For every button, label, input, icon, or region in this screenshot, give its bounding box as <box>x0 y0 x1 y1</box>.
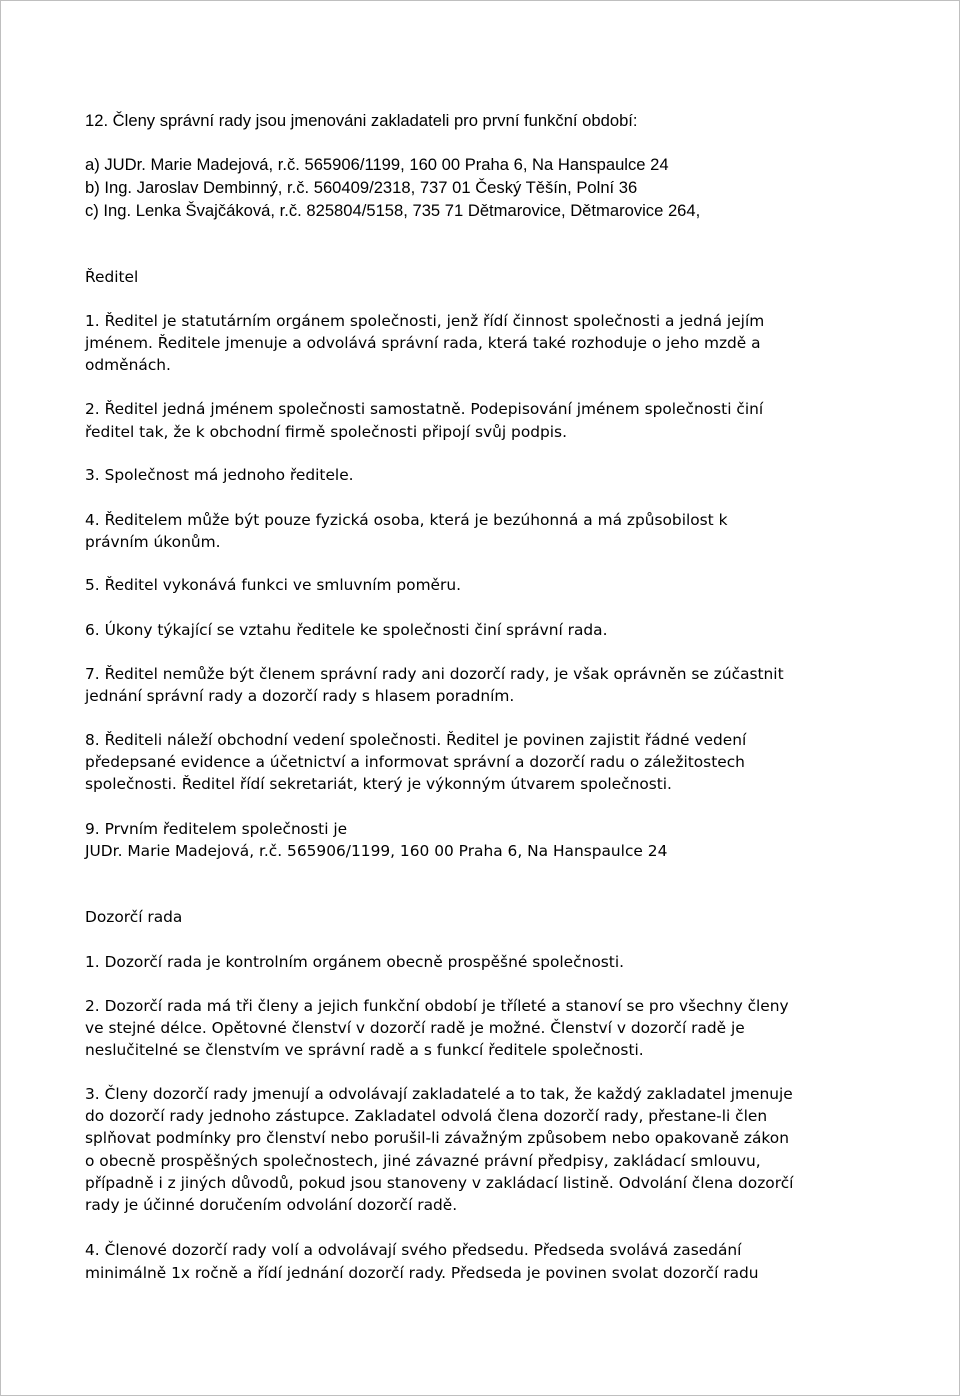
paragraph-line: o obecně prospěšných společnostech, jiné závazné právní předpisy, zakládací smlouvu, <box>85 1152 761 1170</box>
paragraph-line: neslučitelné se členstvím ve správní radě a s funkcí ředitele společnosti. <box>85 1041 644 1059</box>
paragraph-line: ředitel tak, že k obchodní firmě společnosti připojí svůj podpis. <box>85 423 567 441</box>
paragraph-line: 1. Ředitel je statutárním orgánem společnosti, jenž řídí činnost společnosti a jedná jejím <box>85 312 765 330</box>
paragraph-line: rady je účinné doručením odvolání dozorčí radě. <box>85 1196 458 1214</box>
member-line: b) Ing. Jaroslav Dembinný, r.č. 560409/2318, 737 01 Český Těšín, Polní 36 <box>85 178 638 197</box>
members-heading: 12. Členy správní rady jsou jmenováni zakladateli pro první funkční období: <box>85 111 638 130</box>
paragraph-line: jménem. Ředitele jmenuje a odvolává správní rada, která také rozhoduje o jeho mzdě a <box>85 334 761 352</box>
paragraph-line: 3. Společnost má jednoho ředitele. <box>85 466 354 484</box>
paragraph-line: 2. Ředitel jedná jménem společnosti samostatně. Podepisování jménem společnosti činí <box>85 400 764 418</box>
paragraph-line: 1. Dozorčí rada je kontrolním orgánem obecně prospěšné společnosti. <box>85 953 624 971</box>
member-line: c) Ing. Lenka Švajčáková, r.č. 825804/5158, 735 71 Dětmarovice, Dětmarovice 264, <box>85 201 701 220</box>
paragraph-line: 4. Ředitelem může být pouze fyzická osoba, která je bezúhonná a má způsobilost k <box>85 511 728 529</box>
paragraph-line: splňovat podmínky pro členství nebo porušil-li závažným způsobem nebo opakovaně zákon <box>85 1129 789 1147</box>
paragraph-line: odměnách. <box>85 356 171 374</box>
paragraph-line: 2. Dozorčí rada má tři členy a jejich funkční období je tříleté a stanoví se pro všechny členy <box>85 997 789 1015</box>
paragraph-line: minimálně 1x ročně a řídí jednání dozorčí rady. Předseda je povinen svolat dozorčí radu <box>85 1264 759 1282</box>
paragraph-line: do dozorčí rady jednoho zástupce. Zakladatel odvolá člena dozorčí rady, přestane-li člen <box>85 1107 768 1125</box>
paragraph-line: ve stejné délce. Opětovné členství v dozorčí radě je možné. Členství v dozorčí radě je <box>85 1019 745 1037</box>
section-heading-reditel: Ředitel <box>85 268 139 286</box>
paragraph-line: 8. Řediteli náleží obchodní vedení společnosti. Ředitel je povinen zajistit řádné vedení <box>85 731 747 749</box>
paragraph-line: právním úkonům. <box>85 533 221 551</box>
paragraph-line: případně i z jiných důvodů, pokud jsou stanoveny v zakládací listině. Odvolání člena dozorčí <box>85 1174 794 1192</box>
member-line: a) JUDr. Marie Madejová, r.č. 565906/1199, 160 00 Praha 6, Na Hanspaulce 24 <box>85 155 669 174</box>
paragraph-line: 3. Členy dozorčí rady jmenují a odvolávají zakladatelé a to tak, že každý zakladatel jmenuje <box>85 1085 793 1103</box>
paragraph-line: 9. Prvním ředitelem společnosti je <box>85 820 348 838</box>
paragraph-line: 7. Ředitel nemůže být členem správní rady ani dozorčí rady, je však oprávněn se zúčastnit <box>85 665 784 683</box>
paragraph-line: předepsané evidence a účetnictví a informovat správní a dozorčí radu o záležitostech <box>85 753 745 771</box>
section-heading-dozorci-rada: Dozorčí rada <box>85 908 183 926</box>
paragraph-line: 5. Ředitel vykonává funkci ve smluvním poměru. <box>85 576 462 594</box>
paragraph-line: 6. Úkony týkající se vztahu ředitele ke společnosti činí správní rada. <box>85 621 608 639</box>
paragraph-line: společnosti. Ředitel řídí sekretariát, který je výkonným útvarem společnosti. <box>85 775 672 793</box>
paragraph-line: jednání správní rady a dozorčí rady s hlasem poradním. <box>85 687 515 705</box>
paragraph-line: JUDr. Marie Madejová, r.č. 565906/1199, 160 00 Praha 6, Na Hanspaulce 24 <box>85 842 668 860</box>
paragraph-line: 4. Členové dozorčí rady volí a odvolávají svého předsedu. Předseda svolává zasedání <box>85 1241 742 1259</box>
